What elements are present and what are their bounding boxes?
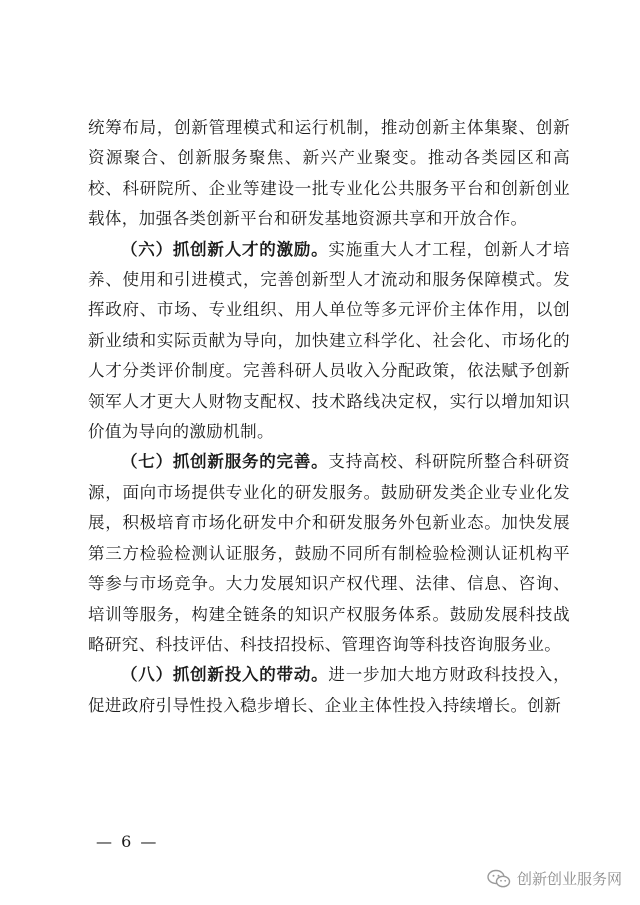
paragraph-service-improvement xyxy=(88,447,570,660)
paragraph-text: 进一步加大地方财政科技投入，促进政府引导性投入稳步增长、企业主体性投入持续增长。创新 xyxy=(88,665,570,715)
page-number: — 6 — xyxy=(96,832,159,851)
watermark xyxy=(487,868,622,889)
wechat-icon xyxy=(487,869,511,889)
body-text xyxy=(88,113,570,721)
paragraph-heading: （六）抓创新人才的激励。 xyxy=(121,239,329,259)
paragraph-heading: （八）抓创新投入的带动。 xyxy=(121,665,329,685)
paragraph-continuation xyxy=(88,113,570,235)
paragraph-text: 统筹布局，创新管理模式和运行机制，推动创新主体集聚、创新资源聚合、创新服务聚焦、新兴产业聚变。推动各类园区和高校、科研院所、企业等建设一批专业化公共服务平台和创新创业载体，加强各类创新平台和研发基地资源共享和开放合作。 xyxy=(88,118,570,229)
paragraph-investment-drive xyxy=(88,660,570,721)
paragraph-text: 支持高校、科研院所整合科研资源，面向市场提供专业化的研发服务。鼓励研发类企业专业化发展，积极培育市场化研发中介和研发服务外包新业态。加快发展第三方检验检测认证服务，鼓励不同所有制检验检测认证机构平等参与市场竞争。大力发展知识产权代理、法律、信息、咨询、培训等服务，构建全链条的知识产权服务体系。鼓励发展科技战略研究、科技评估、科技招投标、管理咨询等科技咨询服务业。 xyxy=(88,452,570,654)
watermark-text: 创新创业服务网 xyxy=(516,870,622,888)
paragraph-heading: （七）抓创新服务的完善。 xyxy=(121,452,329,472)
paragraph-talent-incentive xyxy=(88,235,570,448)
paragraph-text: 实施重大人才工程，创新人才培养、使用和引进模式，完善创新型人才流动和服务保障模式。发挥政府、市场、专业组织、用人单位等多元评价主体作用，以创新业绩和实际贡献为导向，加快建立科学化、社会化、市场化的人才分类评价制度。完善科研人员收入分配政策，依法赋予创新领军人才更大人财物支配权、技术路线决定权，实行以增加知识价值为导向的激励机制。 xyxy=(88,239,570,442)
